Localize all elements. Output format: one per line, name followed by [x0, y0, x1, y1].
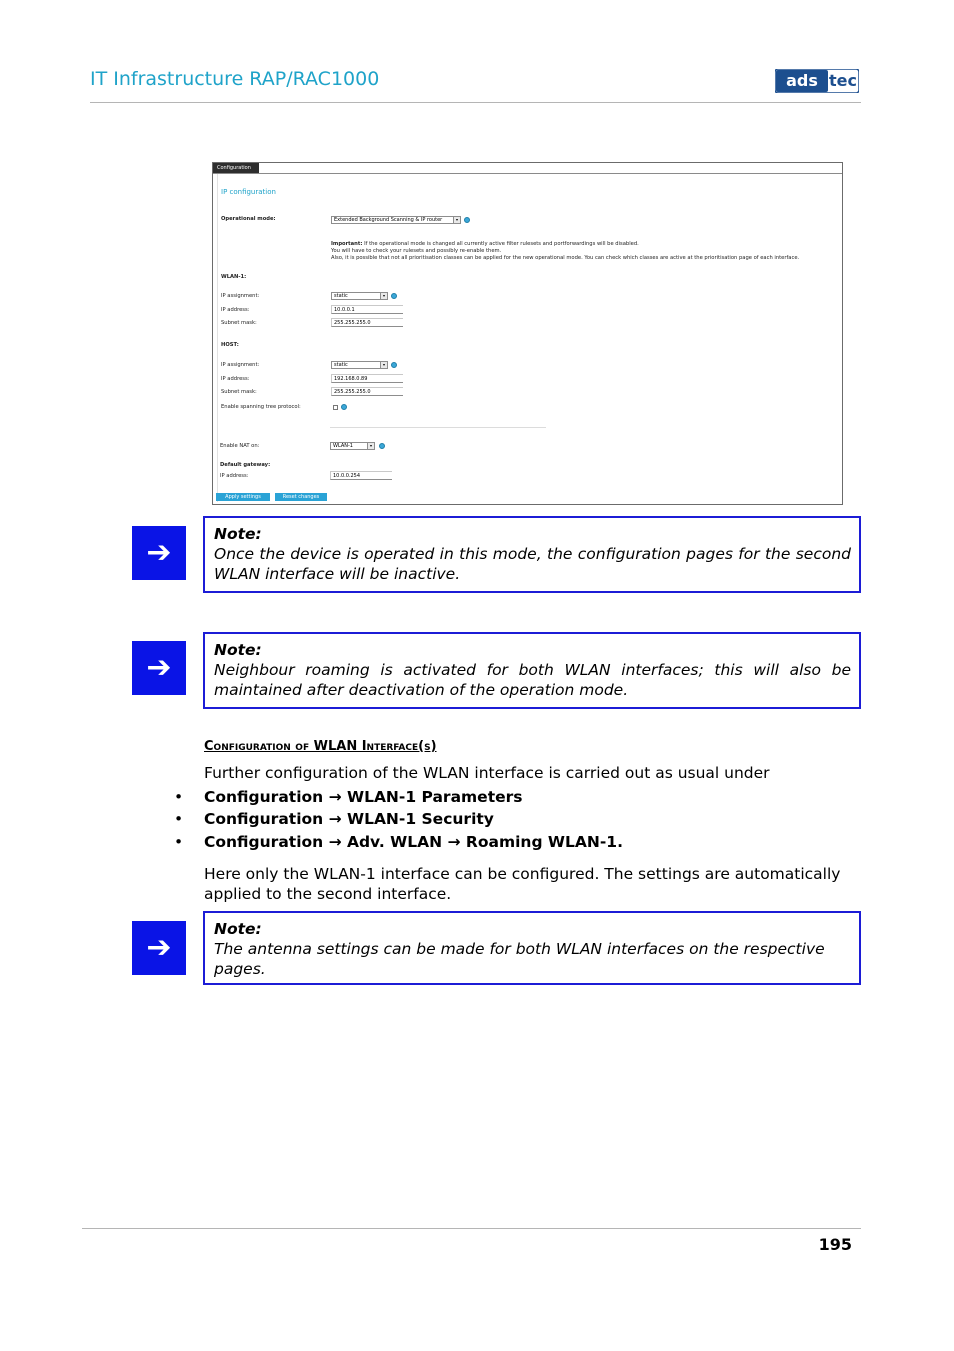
host-ip-assignment-select[interactable]: static ▾: [331, 361, 388, 369]
operational-mode-select[interactable]: Extended Background Scanning & IP router ▾: [331, 216, 461, 224]
screenshot-tab-bar: [213, 163, 842, 174]
wlan-subnet-label: Subnet mask:: [221, 320, 257, 326]
gateway-section-label: Default gateway:: [220, 462, 271, 468]
help-icon[interactable]: [391, 293, 397, 299]
wlan-ip-address-field[interactable]: 10.0.0.1: [331, 305, 403, 314]
wlan-ip-assignment-label: IP assignment:: [221, 293, 260, 299]
note-title: Note:: [214, 920, 262, 938]
note-text: The antenna settings can be made for both WLAN interfaces on the respective pages.: [214, 940, 825, 978]
header-divider: [90, 102, 861, 103]
note-text: Neighbour roaming is activated for both WLAN interfaces; this will also be maintained after deactivation of the operation mode.: [214, 661, 851, 699]
wlan-ip-assignment-select[interactable]: static ▾: [331, 292, 388, 300]
bullet-icon: •: [174, 810, 184, 828]
important-line-2: You will have to check your rulesets and possibly re-enable them.: [331, 248, 502, 254]
important-line-3: Also, it is possible that not all prioritisation classes can be applied for the new operational mode. You can check which classes are active at the prioritisation page of each interface.: [331, 255, 800, 261]
page-number: 195: [818, 1235, 852, 1254]
logo-text-ads: ads: [786, 71, 818, 90]
bullet-icon: •: [174, 833, 184, 851]
gateway-ip-label: IP address:: [220, 473, 249, 479]
host-ip-address-label: IP address:: [221, 376, 250, 382]
tab-configuration[interactable]: Configuration: [213, 163, 259, 173]
host-section-label: HOST:: [221, 342, 239, 348]
gateway-ip-field[interactable]: 10.0.0.254: [330, 471, 392, 480]
chevron-down-icon: ▾: [380, 293, 387, 299]
reset-changes-button[interactable]: Reset changes: [275, 493, 327, 501]
document-title: IT Infrastructure RAP/RAC1000: [90, 68, 380, 90]
list-item: Configuration → WLAN-1 Parameters: [204, 788, 523, 806]
help-icon[interactable]: [341, 404, 347, 410]
logo-text-tec: tec: [829, 71, 857, 90]
screenshot-left-border: [217, 174, 218, 502]
help-icon[interactable]: [391, 362, 397, 368]
wlan-ip-address-label: IP address:: [221, 307, 250, 313]
chevron-down-icon: ▾: [367, 443, 374, 449]
note-box: [203, 516, 861, 593]
note-title: Note:: [214, 641, 262, 659]
section-intro: Further configuration of the WLAN interface is carried out as usual under: [204, 764, 770, 782]
footer-divider: [82, 1228, 861, 1229]
arrow-right-icon: ➔: [132, 641, 186, 695]
note-title: Note:: [214, 525, 262, 543]
nat-select[interactable]: WLAN-1 ▾: [330, 442, 375, 450]
screenshot-divider: [330, 427, 546, 428]
arrow-right-icon: ➔: [132, 526, 186, 580]
configuration-screenshot: [212, 162, 843, 505]
stp-checkbox[interactable]: [333, 405, 338, 410]
bullet-icon: •: [174, 788, 184, 806]
wlan-subnet-field[interactable]: 255.255.255.0: [331, 318, 403, 327]
operational-mode-label: Operational mode:: [221, 216, 276, 222]
apply-settings-button[interactable]: Apply settings: [216, 493, 270, 501]
help-icon[interactable]: [464, 217, 470, 223]
help-icon[interactable]: [379, 443, 385, 449]
arrow-right-icon: ➔: [132, 921, 186, 975]
host-ip-address-field[interactable]: 192.168.0.89: [331, 374, 403, 383]
nat-label: Enable NAT on:: [220, 443, 260, 449]
note-text: Once the device is operated in this mode, the configuration pages for the second WLAN interface will be inactive.: [214, 545, 851, 583]
list-item: Configuration → WLAN-1 Security: [204, 810, 494, 828]
stp-label: Enable spanning tree protocol:: [221, 404, 301, 410]
wlan-section-label: WLAN-1:: [221, 274, 247, 280]
important-line-1: Important: If the operational mode is changed all currently active filter rulesets and portforwardings will be disabled.: [331, 241, 639, 247]
host-subnet-label: Subnet mask:: [221, 389, 257, 395]
host-ip-assignment-label: IP assignment:: [221, 362, 260, 368]
note-box: [203, 911, 861, 985]
list-item: Configuration → Adv. WLAN → Roaming WLAN-1.: [204, 833, 623, 851]
screenshot-heading: IP configuration: [221, 188, 276, 196]
note-box: [203, 632, 861, 709]
host-subnet-field[interactable]: 255.255.255.0: [331, 387, 403, 396]
section-closing: Here only the WLAN-1 interface can be configured. The settings are automatically applied to the second interface.: [204, 865, 841, 903]
chevron-down-icon: ▾: [453, 217, 460, 223]
ads-tec-logo: [775, 69, 859, 93]
section-heading: Configuration of WLAN Interface(s): [204, 739, 437, 754]
chevron-down-icon: ▾: [380, 362, 387, 368]
